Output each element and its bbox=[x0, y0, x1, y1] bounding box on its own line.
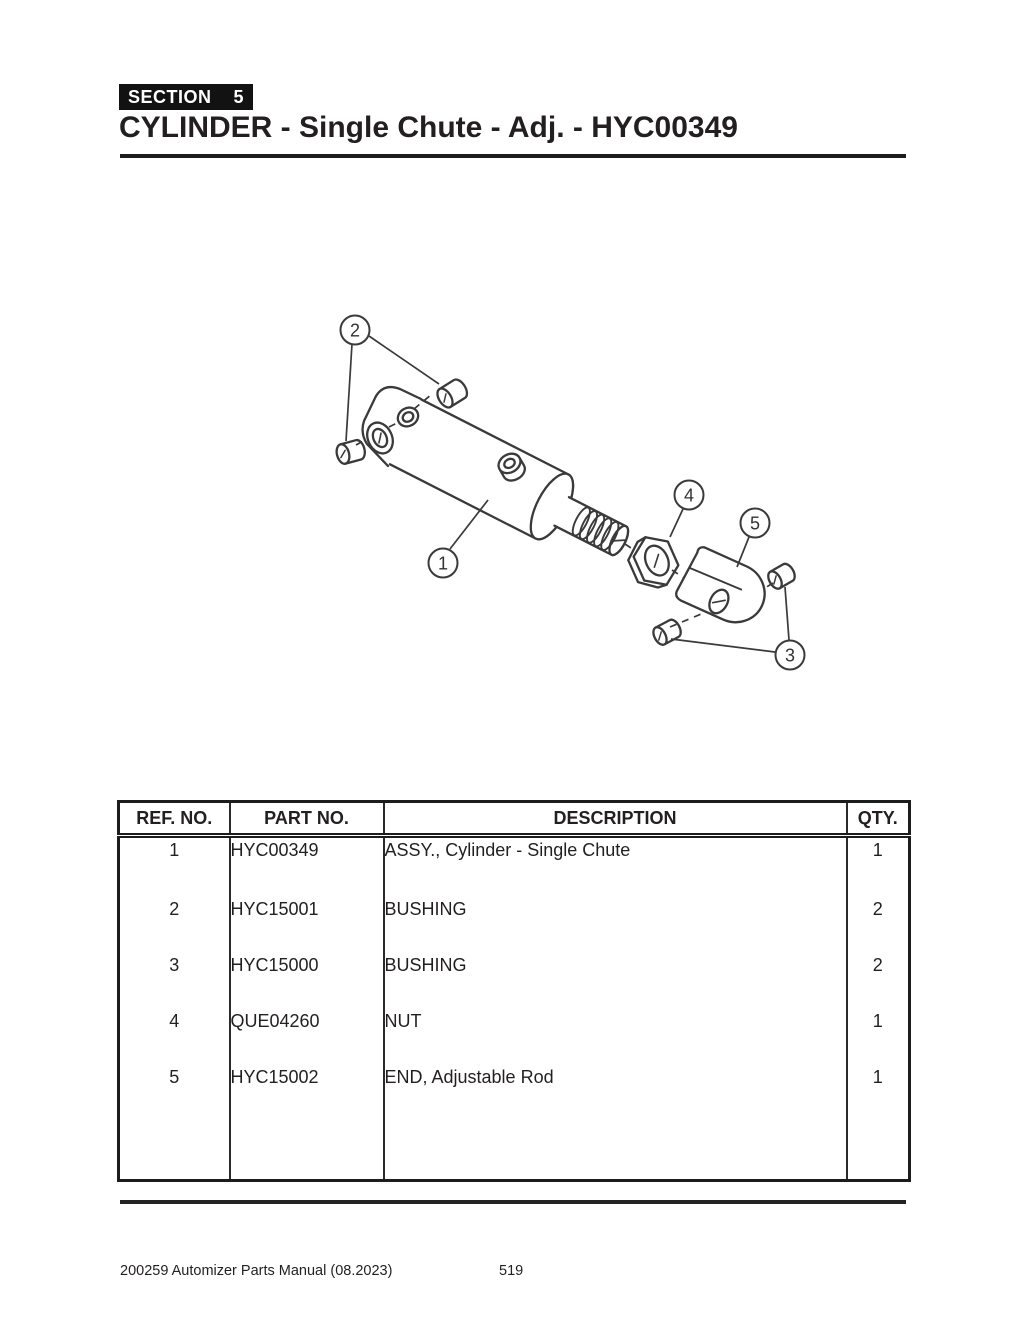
description-cell: NUT bbox=[384, 1009, 847, 1065]
part-no-cell: HYC15000 bbox=[230, 953, 384, 1009]
callout-4 bbox=[675, 481, 704, 510]
ref-no-cell: 5 bbox=[119, 1065, 230, 1121]
callout-5 bbox=[741, 509, 770, 538]
rod-end-block bbox=[673, 543, 775, 636]
bushing-top bbox=[434, 377, 470, 410]
callout-2 bbox=[341, 316, 370, 345]
qty-cell: 1 bbox=[872, 1011, 883, 1032]
part-no-cell: HYC00349 bbox=[230, 836, 384, 898]
parts-table bbox=[117, 800, 908, 1182]
callout-3-label: 3 bbox=[784, 645, 796, 666]
section-number: 5 bbox=[233, 87, 245, 107]
footer-manual-title: 200259 Automizer Parts Manual (08.2023) bbox=[120, 1263, 393, 1279]
section-badge bbox=[119, 84, 253, 110]
qty-cell: 1 bbox=[872, 840, 883, 860]
callout-2-label: 2 bbox=[349, 320, 361, 341]
exploded-view-diagram bbox=[0, 275, 1024, 705]
description-cell: ASSY., Cylinder - Single Chute bbox=[384, 836, 847, 898]
title-divider bbox=[120, 154, 906, 158]
hex-nut bbox=[623, 530, 684, 595]
table-header-row bbox=[119, 802, 910, 836]
col-header-description: DESCRIPTION bbox=[384, 802, 847, 836]
table-row bbox=[119, 836, 910, 898]
bushing-right bbox=[765, 562, 797, 591]
part-no-cell: HYC15002 bbox=[230, 1065, 384, 1121]
callout-5-label: 5 bbox=[749, 513, 761, 534]
description-cell: BUSHING bbox=[384, 897, 847, 953]
bushing-lower bbox=[651, 618, 684, 647]
callout-1-label: 1 bbox=[437, 553, 449, 574]
qty-cell: 1 bbox=[872, 1067, 883, 1088]
table-row bbox=[119, 953, 910, 1009]
table-row bbox=[119, 897, 910, 953]
callout-1 bbox=[429, 549, 458, 578]
footer-divider bbox=[120, 1200, 906, 1204]
part-no-cell: QUE04260 bbox=[230, 1009, 384, 1065]
description-cell: END, Adjustable Rod bbox=[384, 1065, 847, 1121]
page-title: CYLINDER - Single Chute - Adj. - HYC00349 bbox=[119, 111, 738, 144]
ref-no-cell: 3 bbox=[119, 953, 230, 1009]
col-header-qty: QTY. bbox=[847, 802, 910, 836]
qty-cell: 2 bbox=[872, 955, 883, 976]
col-header-ref-no: REF. NO. bbox=[119, 802, 230, 836]
table-empty-space bbox=[119, 1121, 910, 1180]
ref-no-cell: 1 bbox=[119, 836, 230, 898]
callout-4-label: 4 bbox=[683, 485, 695, 506]
ref-no-cell: 2 bbox=[119, 897, 230, 953]
ref-no-cell: 4 bbox=[119, 1009, 230, 1065]
footer-page-number: 519 bbox=[499, 1263, 524, 1279]
qty-cell: 2 bbox=[872, 899, 883, 920]
table-row bbox=[119, 1065, 910, 1121]
section-label: SECTION bbox=[128, 87, 212, 107]
table-row bbox=[119, 1009, 910, 1065]
description-cell: BUSHING bbox=[384, 953, 847, 1009]
callout-3 bbox=[776, 641, 805, 670]
col-header-part-no: PART NO. bbox=[230, 802, 384, 836]
part-no-cell: HYC15001 bbox=[230, 897, 384, 953]
